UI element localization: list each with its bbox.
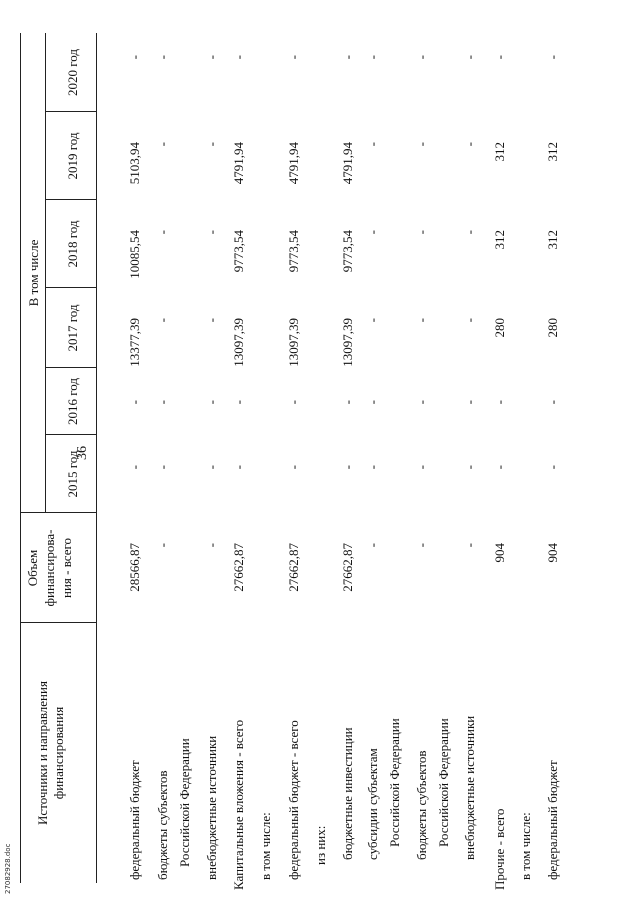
cell-y2017: -	[204, 318, 219, 323]
row-label: в том числе:	[258, 812, 273, 880]
cell-y2017: 280	[492, 318, 507, 338]
cell-y2016: -	[492, 400, 507, 405]
cell-y2020: -	[492, 55, 507, 60]
cell-y2015: -	[231, 465, 246, 470]
cell-y2015: -	[462, 465, 477, 470]
header-year-2018: 2018 год	[65, 220, 80, 268]
cell-y2018: 9773,54	[340, 230, 355, 273]
cell-y2018: -	[155, 230, 170, 235]
cell-y2018: -	[414, 230, 429, 235]
header-volume: Объем	[25, 549, 40, 587]
header-sources-line2: финансирования	[51, 706, 66, 800]
cell-total: -	[414, 543, 429, 548]
cell-y2016: -	[365, 400, 380, 405]
row-label: бюджетные инвестиции	[340, 727, 355, 860]
cell-y2015: -	[127, 465, 142, 470]
header-year-2015: 2015 год	[65, 450, 80, 498]
row-label: внебюджетные источники	[204, 735, 219, 880]
row-label: в том числе:	[518, 812, 533, 880]
cell-total: -	[155, 543, 170, 548]
cell-y2019: 4791,94	[231, 142, 246, 185]
cell-y2020: -	[127, 55, 142, 60]
cell-total: 27662,87	[231, 543, 246, 592]
cell-total: -	[204, 543, 219, 548]
cell-y2020: -	[462, 55, 477, 60]
cell-y2016: -	[286, 400, 301, 405]
cell-y2016: -	[462, 400, 477, 405]
cell-y2018: 10085,54	[127, 230, 142, 279]
cell-y2018: 9773,54	[231, 230, 246, 273]
header-volume-line2: финансирова-	[42, 529, 57, 607]
cell-y2020: -	[286, 55, 301, 60]
cell-y2019: -	[414, 142, 429, 147]
cell-y2019: -	[365, 142, 380, 147]
header-year-2019: 2019 год	[65, 132, 80, 180]
cell-y2015: -	[340, 465, 355, 470]
cell-y2019: 312	[545, 142, 560, 162]
cell-y2017: -	[414, 318, 429, 323]
header-sources: Источники и направления	[35, 681, 50, 825]
cell-y2019: 312	[492, 142, 507, 162]
row-label: Российской Федерации	[387, 718, 402, 847]
row-label: субсидии субъектам	[365, 748, 380, 860]
cell-y2017: 13097,39	[231, 318, 246, 367]
cell-y2015: -	[414, 465, 429, 470]
header-group: В том числе	[26, 239, 41, 307]
cell-y2019: -	[204, 142, 219, 147]
table-top-border	[20, 33, 21, 883]
row-label: федеральный бюджет	[545, 760, 560, 880]
cell-y2015: -	[286, 465, 301, 470]
cell-y2017: -	[155, 318, 170, 323]
cell-y2016: -	[545, 400, 560, 405]
header-year-2017: 2017 год	[65, 304, 80, 352]
row-label: федеральный бюджет	[127, 760, 142, 880]
cell-total: 904	[492, 543, 507, 563]
row-label: Российской Федерации	[436, 718, 451, 847]
row-label: Капитальные вложения - всего	[231, 719, 246, 890]
cell-y2020: -	[231, 55, 246, 60]
cell-y2017: 13097,39	[340, 318, 355, 367]
row-label: Российской Федерации	[177, 738, 192, 867]
cell-y2019: 4791,94	[286, 142, 301, 185]
row-label: Прочие - всего	[492, 808, 507, 890]
cell-y2018: 9773,54	[286, 230, 301, 273]
cell-y2019: -	[155, 142, 170, 147]
header-bottom-border	[96, 33, 97, 883]
cell-y2016: -	[231, 400, 246, 405]
cell-y2015: -	[155, 465, 170, 470]
cell-y2019: -	[462, 142, 477, 147]
cell-y2017: -	[462, 318, 477, 323]
row-label: внебюджетные источники	[462, 715, 477, 860]
cell-total: 904	[545, 543, 560, 563]
cell-y2016: -	[155, 400, 170, 405]
cell-y2015: -	[545, 465, 560, 470]
cell-y2019: 4791,94	[340, 142, 355, 185]
cell-y2016: -	[414, 400, 429, 405]
cell-y2015: -	[492, 465, 507, 470]
cell-y2017: 13377,39	[127, 318, 142, 367]
group-header-underline	[45, 33, 46, 513]
cell-y2020: -	[340, 55, 355, 60]
row-label: федеральный бюджет - всего	[286, 720, 301, 880]
cell-y2018: 312	[492, 230, 507, 250]
cell-total: 28566,87	[127, 543, 142, 592]
cell-y2016: -	[204, 400, 219, 405]
cell-y2016: -	[340, 400, 355, 405]
row-label: из них:	[313, 825, 328, 865]
cell-y2017: 280	[545, 318, 560, 338]
document-id: 27082928.doc	[4, 843, 12, 894]
cell-y2017: 13097,39	[286, 318, 301, 367]
cell-total: -	[365, 543, 380, 548]
row-label: бюджеты субъектов	[414, 750, 429, 860]
cell-y2017: -	[365, 318, 380, 323]
cell-y2020: -	[414, 55, 429, 60]
row-label: бюджеты субъектов	[155, 770, 170, 880]
cell-y2020: -	[545, 55, 560, 60]
cell-y2015: -	[365, 465, 380, 470]
cell-y2020: -	[365, 55, 380, 60]
header-year-2020: 2020 год	[65, 49, 80, 96]
cell-y2018: -	[204, 230, 219, 235]
page-number: 36	[75, 446, 90, 460]
cell-y2016: -	[127, 400, 142, 405]
cell-y2018: 312	[545, 230, 560, 250]
cell-y2020: -	[204, 55, 219, 60]
header-volume-line3: ния - всего	[59, 538, 74, 598]
header-year-2016: 2016 год	[65, 378, 80, 425]
cell-total: -	[462, 543, 477, 548]
cell-y2018: -	[365, 230, 380, 235]
cell-y2020: -	[155, 55, 170, 60]
cell-y2019: 5103,94	[127, 142, 142, 185]
cell-y2015: -	[204, 465, 219, 470]
cell-total: 27662,87	[286, 543, 301, 592]
cell-total: 27662,87	[340, 543, 355, 592]
cell-y2018: -	[462, 230, 477, 235]
